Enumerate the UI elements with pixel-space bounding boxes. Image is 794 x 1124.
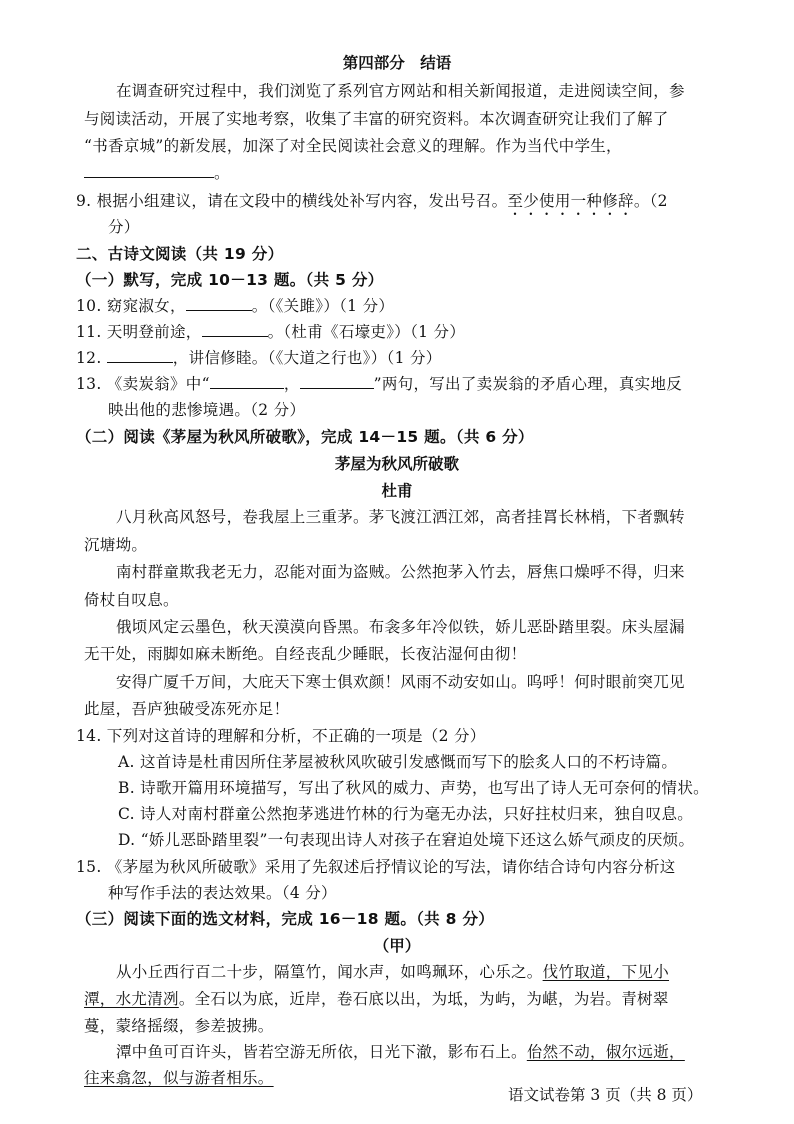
poem-line-5: 俄顷风定云墨色，秋天漠漠向昏黑。布衾多年冷似铁，娇儿恶卧踏里裂。床头屋漏 [116, 618, 685, 636]
poem-line-1: 八月秋高风怒号，卷我屋上三重茅。茅飞渡江洒江郊，高者挂罥长林梢，下者飘转 [116, 508, 685, 526]
poem-author: 杜甫 [381, 482, 413, 500]
q12 [76, 346, 442, 368]
poem-line-3: 南村群童欺我老无力，忍能对面为盗贼。公然抱茅入竹去，唇焦口燥呼不得，归来 [116, 563, 685, 581]
q13-blank-2[interactable] [300, 374, 374, 389]
q9-line-2: 分） [108, 218, 140, 236]
page-footer: 语文试卷第 3 页（共 8 页） [508, 1086, 703, 1104]
q14-option-a[interactable]: A. 这首诗是杜甫因所住茅屋被秋风吹破引发感慨而写下的脍炙人口的不朽诗篇。 [118, 753, 678, 771]
q12-blank[interactable] [107, 348, 173, 363]
passage-text: 从小丘西行百二十步，隔篁竹，闻水声，如鸣珮环，心乐之。 [116, 963, 543, 981]
q14-option-d[interactable]: D. “娇儿恶卧踏里裂”一句表现出诗人对孩子在窘迫处境下还这么娇气顽皮的厌烦。 [118, 831, 695, 849]
q9-emphasis: 至少使用一种修辞 [507, 192, 634, 210]
q13-tail: ”两句，写出了卖炭翁的矛盾心理，真实地反 [373, 375, 683, 393]
q11-blank[interactable] [202, 322, 268, 337]
passage-line-5 [84, 1066, 274, 1088]
q10-source: 。（《关雎》）（1 分） [251, 297, 395, 315]
q9-text: 9. 根据小组建议，请在文段中的横线处补写内容，发出号召。 [76, 192, 508, 210]
q12-source: ，讲信修睦。（《大道之行也》）（1 分） [172, 349, 442, 367]
q15-line-2: 种写作手法的表达效果。（4 分） [108, 884, 337, 902]
q13-blank-1[interactable] [210, 374, 284, 389]
subsection1-title: （一）默写，完成 10－13 题。（共 5 分） [76, 271, 384, 289]
poem-line-6: 无干处，雨脚如麻未断绝。自经丧乱少睡眠，长夜沾湿何由彻！ [84, 645, 527, 663]
passage-line-2 [84, 987, 669, 1009]
subsection2-title: （二）阅读《茅屋为秋风所破歌》，完成 14－15 题。（共 6 分） [76, 428, 534, 446]
q13-line-2: 映出他的悲惨境遇。（2 分） [108, 401, 306, 419]
q10-prompt: 10. 窈窕淑女， [76, 297, 186, 315]
q11 [76, 320, 465, 342]
q11-source: 。（杜甫《石壕吏》）（1 分） [267, 323, 466, 341]
q13-prompt: 13. 《卖炭翁》中“ [76, 375, 210, 393]
conclusion-end: 。 [214, 164, 230, 182]
q10 [76, 294, 394, 316]
conclusion-line-3: “书香京城”的新发展，加深了对全民阅读社会意义的理解。作为当代中学生， [84, 137, 622, 155]
subsection3-title: （三）阅读下面的选文材料，完成 16－18 题。（共 8 分） [76, 910, 495, 928]
passage-text: 潭中鱼可百许头，皆若空游无所依，日光下澈，影布石上。 [116, 1043, 527, 1061]
poem-line-2: 沉塘坳。 [84, 536, 148, 554]
q10-blank[interactable] [186, 296, 252, 311]
passage-line-1 [116, 960, 669, 982]
q15-line-1: 15. 《茅屋为秋风所破歌》采用了先叙述后抒情议论的写法，请你结合诗句内容分析这 [76, 858, 676, 876]
q9-points: 。（2 [633, 192, 668, 210]
q14-option-c[interactable]: C. 诗人对南村群童公然抱茅逃进竹林的行为毫无办法，只好拄杖归来，独自叹息。 [118, 805, 694, 823]
q13-line-1 [76, 372, 682, 394]
passage-underline: 伐竹取道，下见小 [542, 963, 670, 981]
poem-line-4: 倚杖自叹息。 [84, 591, 179, 609]
passage-underline: 佁然不动，俶尔远逝， [526, 1043, 685, 1061]
passage-underline: 往来翕忽，似与游者相乐。 [84, 1069, 274, 1087]
poem-line-8: 此屋，吾庐独破受冻死亦足！ [84, 700, 290, 718]
part4-title: 第四部分 结语 [342, 54, 452, 72]
passage-text: 。全石以为底，近岸，卷石底以出，为坻，为屿，为嵁，为岩。青树翠 [178, 990, 669, 1008]
q14-option-b[interactable]: B. 诗歌开篇用环境描写，写出了秋风的威力、声势，也写出了诗人无可奈何的情状。 [118, 779, 709, 797]
q14-stem: 14. 下列对这首诗的理解和分析，不正确的一项是（2 分） [76, 727, 486, 745]
answer-blank[interactable] [84, 163, 214, 178]
conclusion-line-1: 在调查研究过程中，我们浏览了系列官方网站和相关新闻报道，走进阅读空间，参 [116, 82, 685, 100]
poem-title: 茅屋为秋风所破歌 [334, 455, 459, 473]
conclusion-line-4 [84, 161, 230, 183]
poem-line-7: 安得广厦千万间，大庇天下寒士俱欢颜！风雨不动安如山。呜呼！何时眼前突兀见 [116, 673, 685, 691]
passage-line-3: 蔓，蒙络摇缀，参差披拂。 [84, 1017, 274, 1035]
q13-comma: ， [283, 375, 300, 393]
q12-prompt: 12. [76, 349, 107, 367]
passage-line-4 [116, 1040, 685, 1062]
passage-underline: 潭，水尤清冽 [84, 990, 179, 1008]
q11-prompt: 11. 天明登前途， [76, 323, 202, 341]
q9-line-1 [76, 189, 668, 219]
section2-title: 二、古诗文阅读（共 19 分） [76, 245, 284, 263]
passage-jia-label: （甲） [373, 937, 421, 955]
conclusion-line-2: 与阅读活动，开展了实地考察，收集了丰富的研究资料。本次调查研究让我们了解了 [84, 110, 669, 128]
